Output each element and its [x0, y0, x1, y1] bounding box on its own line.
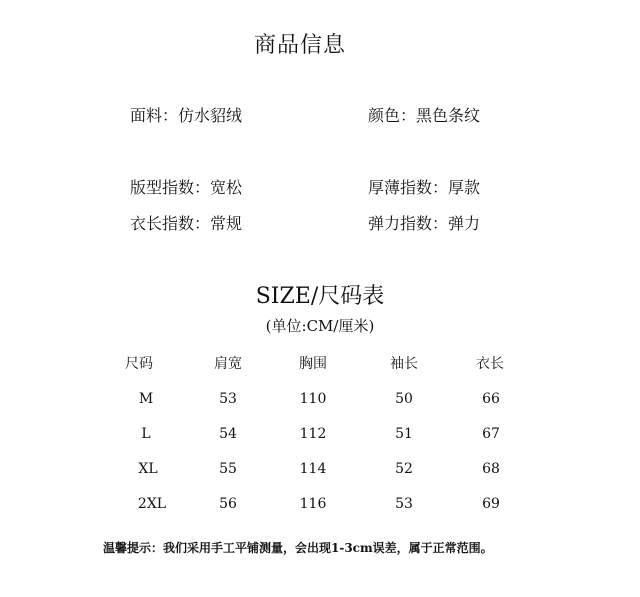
cell-shoulder: 53 [219, 391, 237, 407]
cell-body-length: 68 [482, 461, 500, 477]
cell-body-length: 69 [482, 496, 500, 512]
cell-chest: 114 [299, 461, 327, 477]
cell-sleeve: 51 [395, 426, 413, 442]
size-chart-unit: (单位:CM/厘米) [265, 317, 375, 335]
cell-size: M [138, 391, 154, 407]
cell-sleeve: 52 [395, 461, 413, 477]
attr-thickness: 厚薄指数：厚款 [368, 178, 481, 197]
cell-shoulder: 55 [219, 461, 237, 477]
cell-chest: 110 [299, 391, 327, 407]
header-chest: 胸围 [299, 356, 327, 372]
attr-fabric: 面料：仿水貂绒 [130, 106, 243, 125]
cell-sleeve: 50 [395, 391, 413, 407]
cell-size: 2XL [137, 496, 167, 512]
cell-sleeve: 53 [395, 496, 413, 512]
header-sleeve: 袖长 [390, 356, 418, 372]
cell-shoulder: 56 [219, 496, 237, 512]
attr-fit: 版型指数：宽松 [130, 178, 243, 197]
cell-shoulder: 54 [219, 426, 237, 442]
cell-size: L [141, 426, 151, 442]
size-chart-title: SIZE/尺码表 [255, 284, 385, 309]
header-shoulder: 肩宽 [214, 356, 242, 372]
product-info-title: 商品信息 [253, 33, 346, 58]
cell-chest: 112 [299, 426, 327, 442]
cell-chest: 116 [299, 496, 327, 512]
cell-body-length: 66 [482, 391, 500, 407]
cell-body-length: 67 [482, 426, 500, 442]
cell-size: XL [138, 461, 158, 477]
header-size: 尺码 [125, 356, 153, 372]
header-body-length: 衣长 [476, 356, 504, 372]
attr-elasticity: 弹力指数：弹力 [368, 214, 481, 233]
measurement-note: 温馨提示：我们采用手工平铺测量，会出现1-3cm误差，属于正常范围。 [103, 541, 493, 555]
attr-length: 衣长指数：常规 [130, 214, 243, 233]
attr-color: 颜色：黑色条纹 [368, 106, 481, 125]
